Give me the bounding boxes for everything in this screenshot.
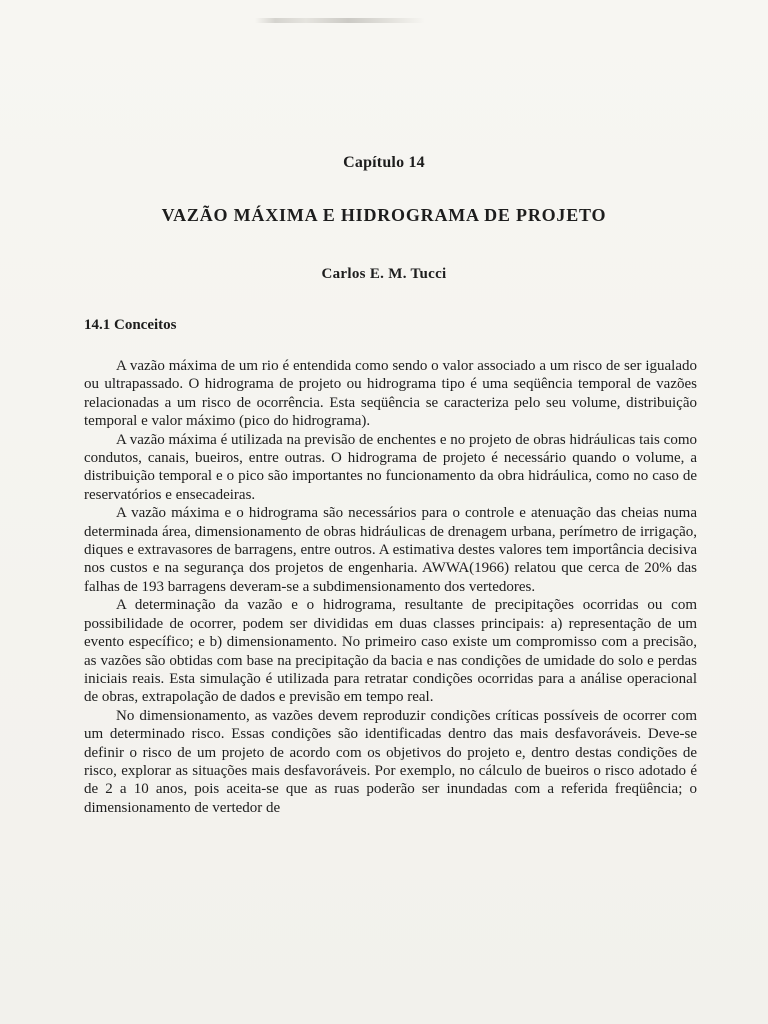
paragraph: A determinação da vazão e o hidrograma, resultante de precipitações ocorridas ou com possibilidade de ocorrer, podem ser divididas em duas classes principais: a) representação de um evento específico; e b) dimensionamento. No primeiro caso existe um compromisso com a precisão, as vazões são obtidas com base na precipitação da bacia e nas condições de umidade do solo e perdas iniciais reais. Esta simulação é utilizada para retratar condições ocorridas para a análise operacional de obras, extrapolação de dados e previsão em tempo real.: [84, 597, 697, 706]
paragraph: A vazão máxima é utilizada na previsão de enchentes e no projeto de obras hidráulicas tais como condutos, canais, bueiros, entre outras. O hidrograma de projeto é necessário quando o volume, a distribuição temporal e o pico são importantes no funcionamento da obra hidráulica, como no caso de reservatórios e ensecadeiras.: [84, 431, 697, 503]
author-name: Carlos E. M. Tucci: [321, 266, 447, 282]
body-text: [84, 357, 697, 817]
chapter-label: Capítulo 14: [343, 154, 425, 171]
scan-artifact: [255, 18, 425, 23]
paragraph: No dimensionamento, as vazões devem reproduzir condições críticas possíveis de ocorrer com um determinado risco. Essas condições são identificadas dentro das mais desfavoráveis. Deve-se definir o risco de um projeto de acordo com os objetivos do projeto e, dentro destas condições de risco, explorar as situações mais desfavoráveis. Por exemplo, no cálculo de bueiros o risco adotado é de 2 a 10 anos, pois aceita-se que as ruas poderão ser inundadas com a referida freqüência; o dimensionamento de vertedor de: [84, 707, 697, 816]
paragraph: A vazão máxima de um rio é entendida como sendo o valor associado a um risco de ser igualado ou ultrapassado. O hidrograma de projeto ou hidrograma tipo é uma seqüência temporal de vazões relacionadas a um risco de ocorrência. Esta seqüência se caracteriza pelo seu volume, distribuição temporal e valor máximo (pico do hidrograma).: [84, 358, 697, 430]
chapter-title: VAZÃO MÁXIMA E HIDROGRAMA DE PROJETO: [161, 205, 607, 225]
section-heading: 14.1 Conceitos: [84, 317, 177, 333]
paragraph: A vazão máxima e o hidrograma são necessários para o controle e atenuação das cheias numa determinada área, dimensionamento de obras hidráulicas de drenagem urbana, perímetro de irrigação, diques e extravasores de barragens, entre outros. A estimativa destes valores tem importância decisiva nos custos e na segurança dos projetos de engenharia. AWWA(1966) relatou que cerca de 20% das falhas de 193 barragens deveram-se a subdimensionamento dos vertedores.: [84, 505, 697, 595]
